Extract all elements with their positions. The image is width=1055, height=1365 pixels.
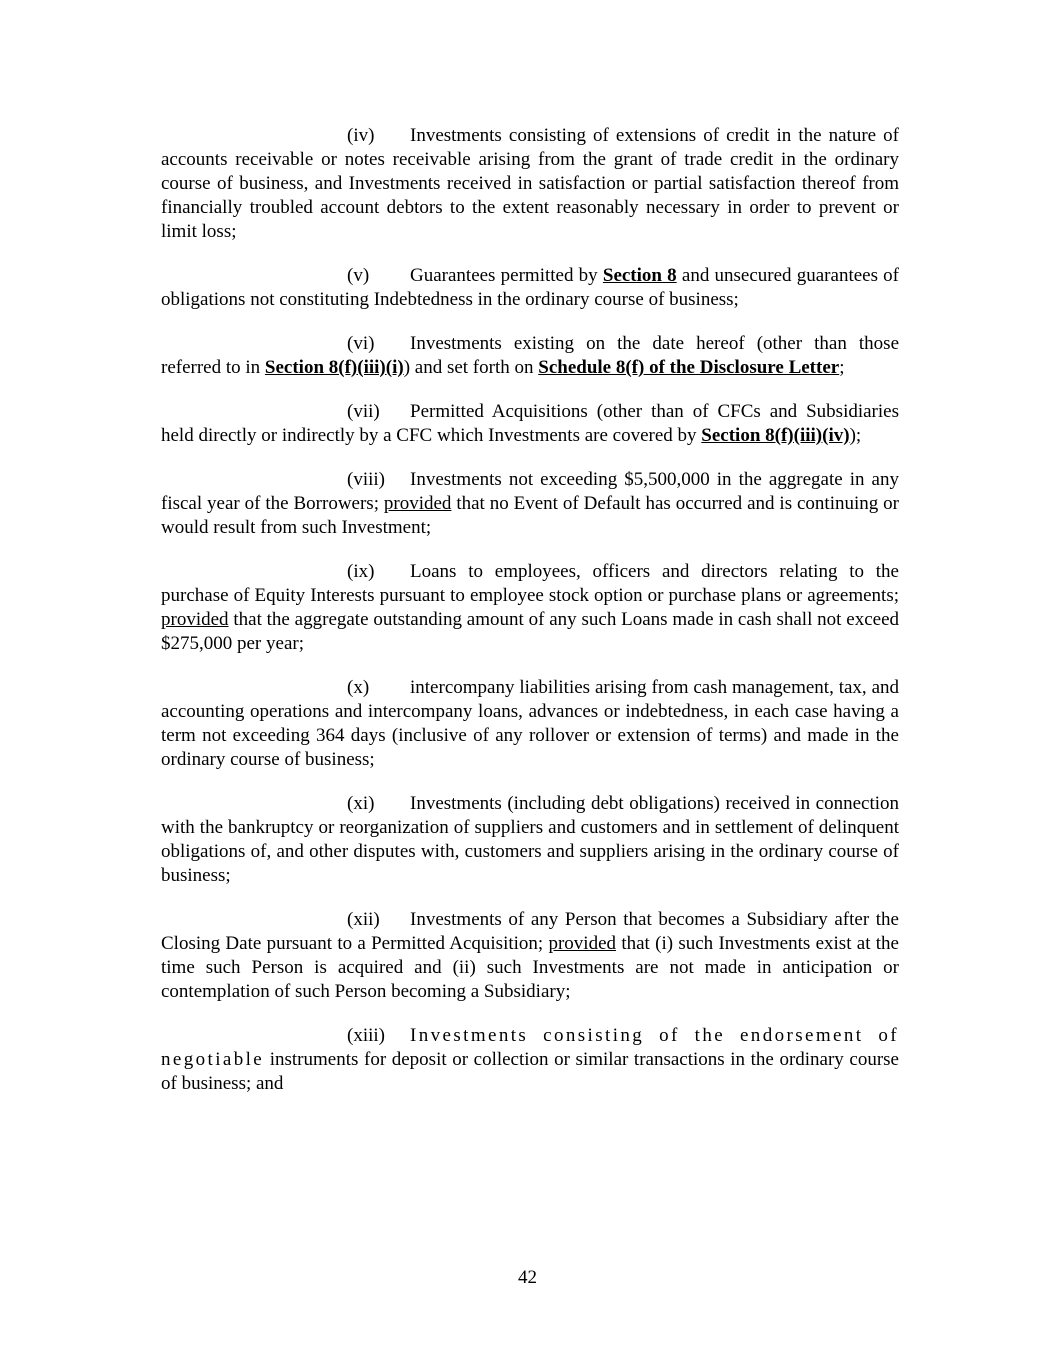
clause-text: Investments (including debt obligations) received in connection with the bankruptcy or reorganization of suppliers and customers and in settlement of delinquent obligations of, and other disputes with, customers and suppliers arising in the ordinary course of business; bbox=[161, 793, 899, 886]
proviso-term: provided bbox=[548, 933, 617, 954]
clause-text: and unsecured guarantees of obligations not constituting Indebtedness in the ordinary course of business; bbox=[161, 265, 900, 310]
clause-label: (viii) bbox=[347, 469, 385, 490]
clause-ix bbox=[161, 560, 899, 656]
clause-label: (xi) bbox=[347, 793, 375, 814]
clause-label: (vii) bbox=[347, 401, 380, 422]
clause-iv bbox=[161, 124, 899, 244]
clause-label: (iv) bbox=[347, 125, 375, 146]
clause-xii bbox=[161, 908, 899, 1004]
section-reference: Section 8(f)(iii)(iv) bbox=[701, 425, 850, 446]
clause-v bbox=[161, 264, 899, 312]
clause-text: Investments consisting of extensions of credit in the nature of accounts receivable or notes receivable arising from the grant of trade credit in the ordinary course of business, and Investments received in satisfaction or partial satisfaction thereof from financially troubled account debtors to the extent reasonably necessary in order to prevent or limit loss; bbox=[161, 125, 899, 242]
clause-text: that the aggregate outstanding amount of any such Loans made in cash shall not exceed $275,000 per year; bbox=[161, 609, 899, 654]
clause-text: ; bbox=[839, 357, 845, 378]
clause-text: Investments not exceeding $5,500,000 in the aggregate in any fiscal year of the Borrowers; bbox=[161, 469, 899, 514]
clause-text: Loans to employees, officers and directors relating to the purchase of Equity Interests pursuant to employee stock option or purchase plans or agreements; bbox=[161, 561, 899, 606]
clause-text: ); bbox=[849, 425, 862, 446]
clause-text: instruments for deposit or collection or similar transactions in the ordinary course of business; and bbox=[161, 1049, 899, 1094]
clause-vii bbox=[161, 400, 899, 448]
document-body bbox=[161, 124, 899, 1116]
schedule-reference: Schedule 8(f) of the Disclosure Letter bbox=[538, 357, 840, 378]
clause-text-spaced: Investments consisting of the endorsement of negotiable bbox=[161, 1025, 899, 1070]
clause-label: (x) bbox=[347, 677, 370, 698]
clause-text: Investments of any Person that becomes a Subsidiary after the Closing Date pursuant to a Permitted Acquisition; bbox=[161, 909, 899, 954]
clause-xiii bbox=[161, 1024, 899, 1096]
clause-text: Permitted Acquisitions (other than of CFCs and Subsidiaries held directly or indirectly by a CFC which Investments are covered by bbox=[161, 401, 899, 446]
clause-label: (xiii) bbox=[347, 1025, 385, 1046]
clause-x bbox=[161, 676, 899, 772]
clause-text: Guarantees permitted by bbox=[410, 265, 603, 286]
clause-label: (ix) bbox=[347, 561, 375, 582]
clause-label: (vi) bbox=[347, 333, 375, 354]
clause-viii bbox=[161, 468, 899, 540]
clause-vi bbox=[161, 332, 899, 380]
clause-text: Investments existing on the date hereof (other than those referred to in bbox=[161, 333, 899, 378]
proviso-term: provided bbox=[383, 493, 452, 514]
section-reference: Section 8(f)(iii)(i) bbox=[264, 357, 404, 378]
page-number: 42 bbox=[518, 1267, 537, 1288]
section-reference: Section 8 bbox=[602, 265, 677, 286]
clause-text: ) and set forth on bbox=[403, 357, 539, 378]
clause-xi bbox=[161, 792, 899, 888]
clause-text: intercompany liabilities arising from cash management, tax, and accounting operations and intercompany loans, advances or indebtedness, in each case having a term not exceeding 364 days (inclusive of any rollover or extension of terms) and made in the ordinary course of business; bbox=[161, 677, 899, 770]
clause-text: that (i) such Investments exist at the time such Person is acquired and (ii) such Investments are not made in anticipation or contemplation of such Person becoming a Subsidiary; bbox=[161, 933, 899, 1002]
proviso-term: provided bbox=[161, 609, 229, 630]
clause-label: (v) bbox=[347, 265, 370, 286]
clause-text: that no Event of Default has occurred and is continuing or would result from such Investment; bbox=[161, 493, 899, 538]
clause-label: (xii) bbox=[347, 909, 380, 930]
